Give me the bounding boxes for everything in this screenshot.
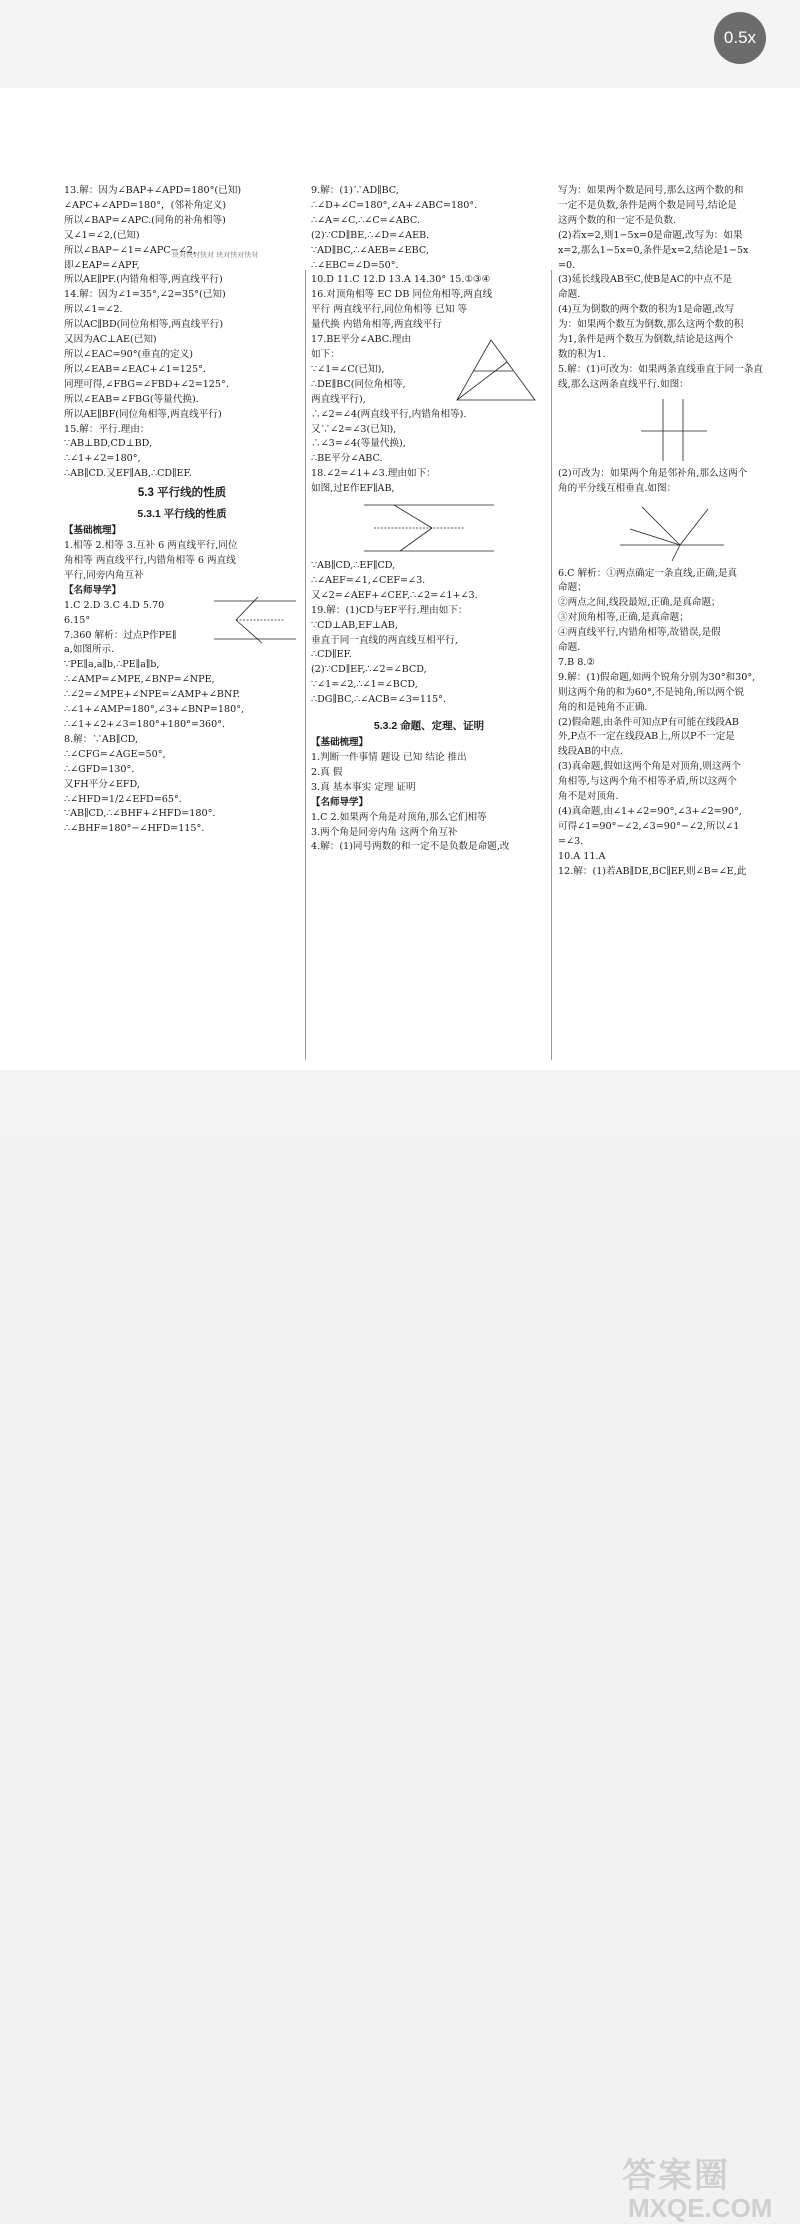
text-line: ∵∠1=∠2,∴∠1=∠BCD, (311, 679, 418, 691)
text-line: 8.解：∵AB∥CD, (64, 733, 139, 745)
text-line: 即∠EAP=∠APF, (64, 259, 140, 271)
text-line: 一定不是负数,条件是两个数是同号,结论是 (558, 199, 737, 211)
text-line: 量代换 内错角相等,两直线平行 (311, 319, 442, 331)
text-line: =0. (558, 259, 576, 271)
text-line: 1.判断一件事情 题设 已知 结论 推出 (311, 752, 467, 763)
text-line: ∵∠1=∠C(已知), (311, 363, 385, 375)
answers-6-12 (558, 567, 786, 880)
text-line: ∠APC+∠APD=180°，(邻补角定义) (64, 199, 227, 211)
text-line: 这两个数的和一定不是负数. (558, 214, 677, 226)
column-2 (311, 184, 547, 855)
text-line: 所以∠BAP−∠1=∠APC−∠2, (64, 244, 196, 256)
guide-answers-2 (311, 811, 547, 856)
text-line: ∴DE∥BC(同位角相等, (311, 378, 406, 390)
text-line: 可得∠1=90°−∠2,∠3=90°−∠2,所以∠1 (558, 820, 740, 832)
text-line: 又∠1=∠2,(已知) (64, 229, 140, 241)
text-line: 所以AE∥PF.(内错角相等,两直线平行) (64, 274, 223, 286)
text-line: 13.解：因为∠BAP+∠APD=180°(已知) (64, 185, 242, 196)
text-line: ∴∠3=∠4(等量代换), (311, 438, 406, 450)
text-line: 18.∠2=∠1+∠3.理由如下： (311, 468, 436, 480)
text-line: 平行 两直线平行,同位角相等 已知 等 (311, 304, 468, 316)
text-line: =∠3. (558, 835, 584, 847)
text-line: ∴∠2=∠4(两直线平行,内错角相等). (311, 408, 467, 420)
text-line: 命题. (558, 289, 581, 301)
text-line: 所以AE∥BF(同位角相等,两直线平行) (64, 408, 222, 420)
answers-4-5 (558, 184, 786, 393)
column-divider (551, 270, 552, 1060)
answers-13-15 (64, 184, 300, 482)
text-line: 又∠2=∠AEF+∠CEF,∴∠2=∠1+∠3. (311, 589, 478, 601)
text-line: 角相等 两直线平行,内错角相等 6 两直线 (64, 554, 236, 566)
text-line: ∴∠AMP=∠MPE,∠BNP=∠NPE, (64, 674, 215, 686)
player-top-bar (0, 0, 800, 88)
text-line: 2.真 假 (311, 766, 343, 778)
text-line: 如图,过E作EF∥AB, (311, 483, 395, 495)
text-line: 命题； (558, 582, 587, 594)
answer-5-part2 (558, 467, 786, 497)
text-line: ∴∠GFD=130°. (64, 763, 135, 775)
text-line: 10.D 11.C 12.D 13.A 14.30° 15.①③④ (311, 274, 491, 286)
text-line: 所以AC∥BD(同位角相等,两直线平行) (64, 319, 224, 331)
text-line: ∴∠1+∠AMP=180°,∠3+∠BNP=180°, (64, 704, 245, 716)
section-title: 5.3 平行线的性质 (137, 487, 227, 500)
text-line: ∴CD∥EF. (311, 649, 352, 661)
text-line: 数的积为1. (558, 348, 606, 360)
text-line: ∴∠BHF=180°−∠HFD=115°. (64, 823, 205, 835)
text-line: 平行,同旁内角互补 (64, 569, 144, 581)
basic-answers (64, 539, 300, 584)
text-line: 又FH平分∠EFD, (64, 778, 140, 790)
subsection-title-2: 5.3.2 命题、定理、证明 (373, 720, 485, 733)
text-line: ④两直线平行,内错角相等,故错误,是假 (558, 627, 721, 639)
text-line: 角的平分线互相垂直.如图： (558, 482, 677, 494)
text-line: ∴∠D+∠C=180°,∠A+∠ABC=180°. (311, 199, 478, 211)
document-page (0, 88, 800, 1070)
text-line: ∵CD⊥AB,EF⊥AB, (311, 619, 398, 631)
text-line: 如下： (311, 348, 340, 360)
text-line: ∴∠AEF=∠1,∠CEF=∠3. (311, 574, 426, 586)
text-line: (4)真命题,由∠1+∠2=90°,∠3+∠2=90°, (558, 806, 742, 817)
text-line: 则这两个角的和为60°,不是钝角,所以两个锐 (558, 686, 745, 698)
text-line: 写为：如果两个数是同号,那么这两个数的和 (558, 185, 744, 196)
text-line: ∵AB∥CD,∴EF∥CD, (311, 560, 396, 572)
text-line: 9.解：(1)假命题,如两个锐角分别为30°和30°, (558, 671, 756, 683)
text-line: ∵AB∥CD,∴∠BHF+∠HFD=180°. (64, 808, 216, 820)
parallel-zigzag-figure (354, 499, 504, 557)
text-line: 3.两个角是同旁内角 这两个角互补 (311, 826, 458, 838)
text-line: (2)可改为：如果两个角是邻补角,那么这两个 (558, 467, 748, 479)
ink-stamp: 块对快对快对 块对快对快对 (172, 251, 259, 259)
text-line: a,如图所示. (64, 644, 115, 656)
column-divider (305, 270, 306, 1060)
text-line: 为1,条件是两个数互为倒数,结论是这两个 (558, 334, 734, 346)
tag-teacher-guide: 【名师导学】 (64, 584, 122, 596)
text-line: ∴DG∥BC,∴∠ACB=∠3=115°. (311, 694, 447, 706)
text-line: ∴∠A=∠C,∴∠C=∠ABC. (311, 214, 420, 226)
text-line: 17.BE平分∠ABC.理由 (311, 334, 411, 346)
text-line: 15.解：平行.理由： (64, 423, 150, 435)
text-line: 5.解：(1)可改为：如果两条直线垂直于同一条直 (558, 363, 764, 375)
text-line: 所以∠EAB=∠EAC+∠1=125°. (64, 363, 206, 375)
text-line: 角相等,与这两个角不相等矛盾,所以这两个 (558, 776, 737, 788)
text-line: 所以∠EAC=90°(垂直的定义) (64, 348, 193, 360)
watermark-logo: 答案圈 MXQE.COM (622, 2157, 773, 2223)
guide-answers (64, 614, 300, 838)
text-line: 为：如果两个数互为倒数,那么这两个数的积 (558, 319, 744, 331)
text-line: (3)真命题,假如这两个角是对顶角,则这两个 (558, 761, 741, 773)
choice-answers-row: 1.C 2.D 3.C 4.D 5.70 (64, 599, 165, 611)
text-line: 7.B 8.② (558, 656, 596, 668)
text-line: 19.解：(1)CD与EF平行.理由如下： (311, 604, 468, 616)
column-3 (558, 184, 786, 880)
text-line: 所以∠BAP=∠APC.(同角的补角相等) (64, 214, 226, 226)
text-line: 16.对顶角相等 EC DB 同位角相等,两直线 (311, 289, 493, 301)
text-line: 14.解：因为∠1=35°,∠2=35°(已知) (64, 289, 226, 301)
text-line: 1.C 2.如果两个角是对顶角,那么它们相等 (311, 811, 487, 823)
text-line: (2)∵CD∥BE,∴∠D=∠AEB. (311, 229, 430, 241)
text-line: 7.360 解析：过点P作PE∥ (64, 629, 177, 641)
text-line: 4.解：(1)同号两数的和一定不是负数是命题,改 (311, 841, 510, 853)
text-line: 6.C 解析：①两点确定一条直线,正确,是真 (558, 567, 738, 579)
text-line: 又∵∠2=∠3(已知), (311, 423, 397, 435)
tag-teacher-guide-2: 【名师导学】 (311, 796, 369, 808)
text-line: 命题. (558, 642, 581, 654)
text-line: 3.真 基本事实 定理 证明 (311, 781, 416, 793)
basic-answers-2 (311, 751, 547, 796)
text-line: (2)若x=2,则1−5x=0是命题,改写为：如果 (558, 229, 743, 241)
text-line: 又因为AC⊥AE(已知) (64, 334, 157, 346)
text-line: 10.A 11.A (558, 850, 606, 862)
text-line: ∴∠HFD=1/2∠EFD=65°. (64, 793, 182, 805)
text-line: 同理可得,∠FBG=∠FBD+∠2=125°. (64, 378, 229, 390)
text-line: ∴∠2=∠MPE+∠NPE=∠AMP+∠BNP. (64, 689, 240, 701)
tag-basic-review-2: 【基础梳理】 (311, 737, 369, 749)
text-line: ∵AB⊥BD,CD⊥BD, (64, 438, 153, 450)
text-line: 外,P点不一定在线段AB上,所以P不一定是 (558, 731, 735, 743)
text-line: ∴∠CFG=∠AGE=50°, (64, 748, 166, 760)
text-line: x=2,那么1−5x=0,条件是x=2,结论是1−5x (558, 244, 749, 256)
text-line: 12.解：(1)若AB∥DE,BC∥EF,则∠B=∠E,此 (558, 865, 747, 877)
text-line: ∵AD∥BC,∴∠AEB=∠EBC, (311, 244, 429, 256)
triangle-figure (451, 336, 541, 406)
text-line: ∴∠1+∠2=180°, (64, 453, 141, 465)
text-line: ∴∠EBC=∠D=50°. (311, 259, 399, 271)
perpendicular-lines-figure (627, 395, 717, 465)
text-line: 线段AB的中点. (558, 746, 623, 758)
text-line: 角的和是钝角不正确. (558, 701, 648, 713)
text-line: ②两点之间,线段最短,正确,是真命题； (558, 597, 721, 609)
text-line: 垂直于同一直线的两直线互相平行, (311, 634, 458, 646)
text-line: 线,那么这两条直线平行.如图： (558, 378, 689, 390)
text-line: ∴BE平分∠ABC. (311, 453, 383, 465)
text-line: (2)假命题,由条件可知点P有可能在线段AB (558, 716, 739, 728)
column-1 (64, 184, 300, 837)
text-line: (2)∵CD∥EF,∴∠2=∠BCD, (311, 664, 427, 676)
text-line: (4)互为倒数的两个数的积为1是命题,改写 (558, 304, 735, 316)
text-line: ∴AB∥CD.又EF∥AB,∴CD∥EF. (64, 468, 192, 480)
parallel-lines-figure (210, 595, 300, 645)
tag-basic-review: 【基础梳理】 (64, 525, 122, 537)
text-line: ③对顶角相等,正确,是真命题； (558, 612, 689, 624)
player-bottom-bar (0, 1070, 800, 2223)
text-line: 9.解：(1)∵AD∥BC, (311, 185, 399, 196)
text-line: 两直线平行), (311, 393, 366, 405)
text-line: 6.15° (64, 614, 91, 626)
text-line: 角不是对顶角. (558, 791, 619, 803)
answers-18-19 (311, 559, 547, 708)
text-line: 1.相等 2.相等 3.互补 6 两直线平行,同位 (64, 540, 238, 552)
playback-speed-button[interactable]: 0.5x (714, 12, 766, 64)
angle-bisector-figure (612, 499, 732, 565)
text-line: 所以∠EAB=∠FBG(等量代换). (64, 393, 199, 405)
text-line: 所以∠1=∠2. (64, 304, 123, 316)
text-line: ∴∠1+∠2+∠3=180°+180°=360°. (64, 719, 226, 730)
text-line: ∵PE∥a,a∥b,∴PE∥a∥b, (64, 659, 160, 671)
subsection-title: 5.3.1 平行线的性质 (137, 508, 227, 521)
text-line: (3)延长线段AB至C,使B是AC的中点不是 (558, 274, 733, 286)
